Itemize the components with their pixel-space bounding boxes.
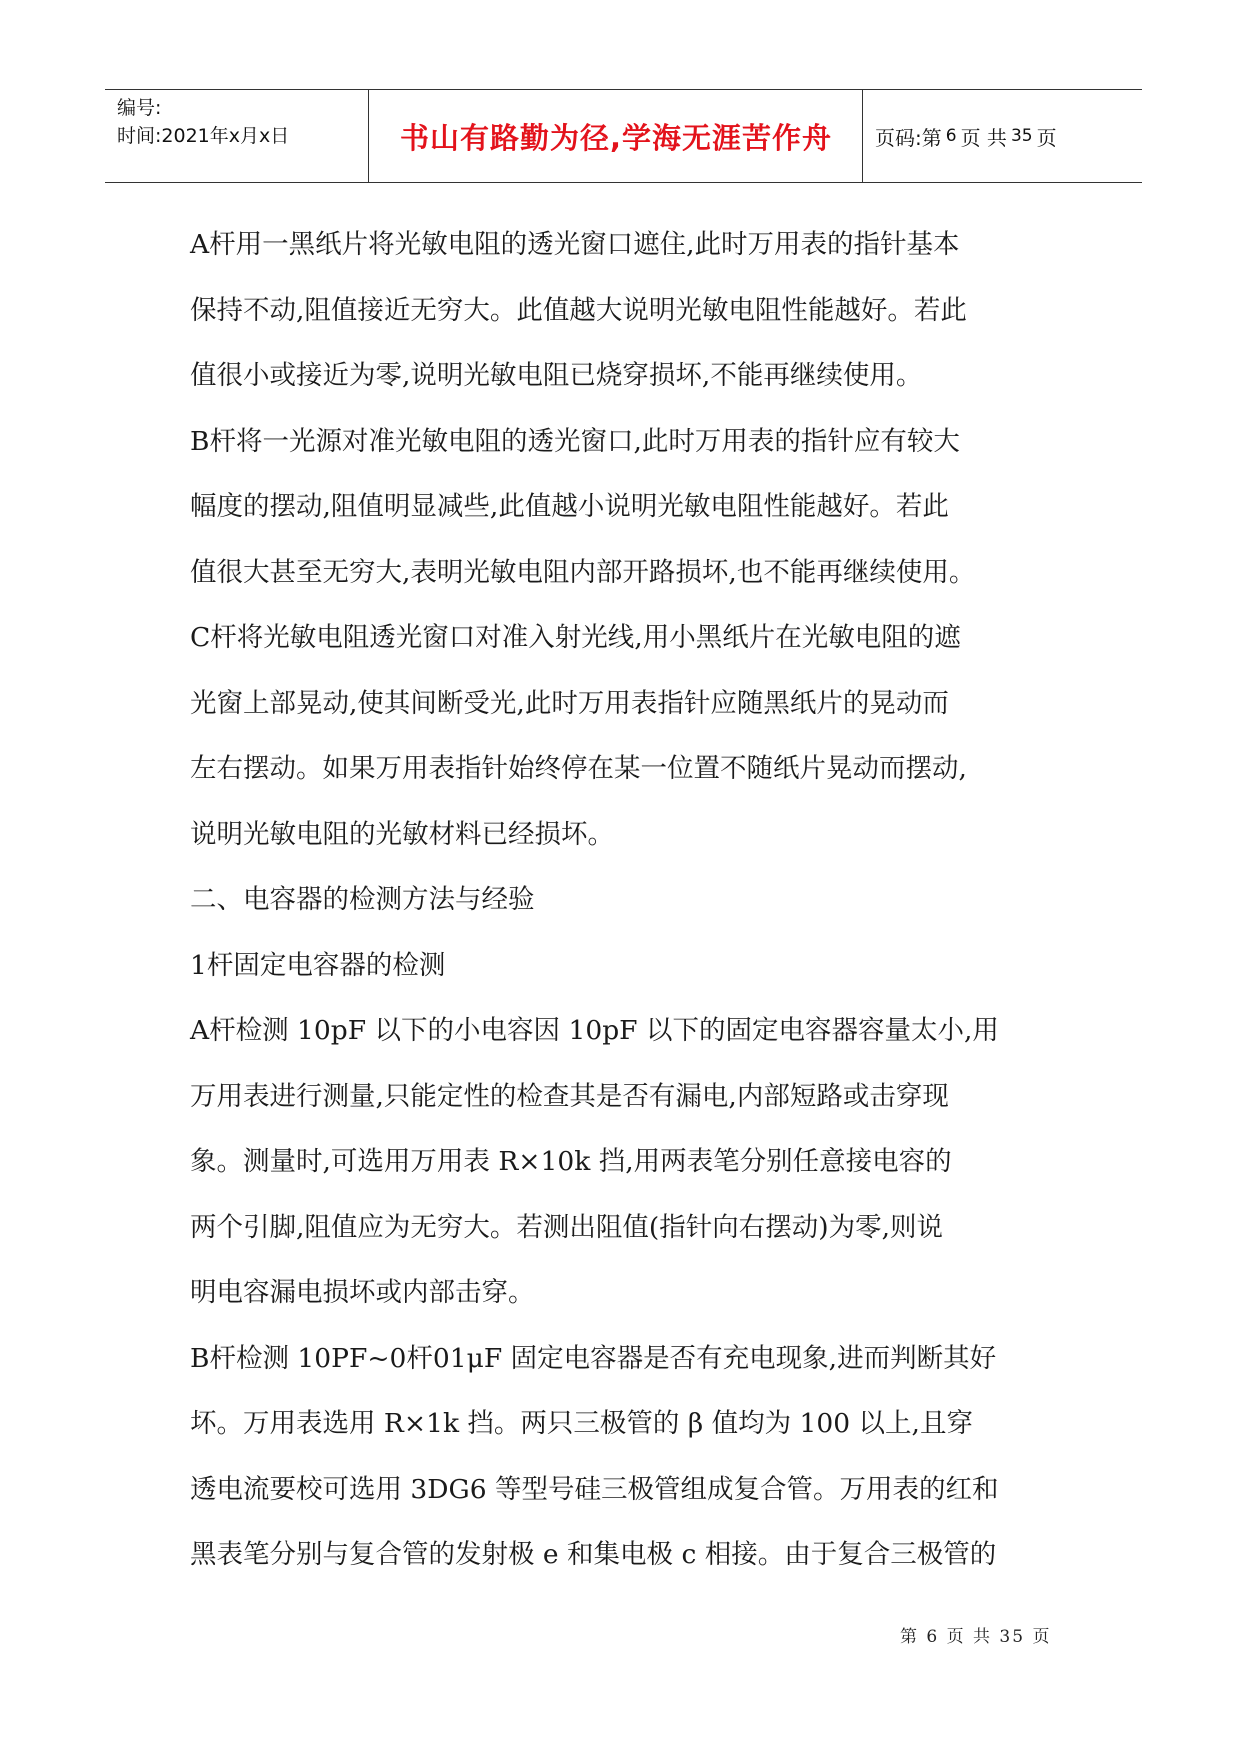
page-total: 35 — [1010, 126, 1033, 146]
text-line: 两个引脚,阻值应为无穷大。若测出阻值(指针向右摆动)为零,则说 — [190, 1211, 944, 1243]
text-line: 说明光敏电阻的光敏材料已经损坏。 — [190, 818, 614, 850]
text-line: A杆检测 10pF 以下的小电容因 10pF 以下的固定电容器容量太小,用 — [190, 1015, 999, 1046]
document-time-label: 时间:2021年x月x日 — [117, 125, 290, 147]
page-prefix: 页码:第 — [875, 125, 942, 150]
text-line: 明电容漏电损坏或内部击穿。 — [190, 1277, 535, 1308]
text-line: B杆检测 10PF~0杆01μF 固定电容器是否有充电现象,进而判断其好 — [190, 1342, 997, 1374]
header-page-indicator — [875, 90, 1057, 182]
page-mid: 页 共 — [960, 125, 1007, 150]
text-line: 透电流要校可选用 3DG6 等型号硅三极管组成复合管。万用表的红和 — [190, 1473, 999, 1505]
text-line: A杆用一黑纸片将光敏电阻的透光窗口遮住,此时万用表的指针基本 — [190, 229, 960, 260]
page-current: 6 — [945, 126, 957, 146]
text-line: 象。测量时,可选用万用表 R×10k 挡,用两表笔分别任意接电容的 — [190, 1146, 952, 1177]
header-motto: 书山有路勤为径,学海无涯苦作舟 — [399, 120, 833, 155]
subsection-heading: 1杆固定电容器的检测 — [190, 949, 446, 981]
text-line: 保持不动,阻值接近无穷大。此值越大说明光敏电阻性能越好。若此 — [190, 294, 967, 326]
text-line: 值很大甚至无穷大,表明光敏电阻内部开路损坏,也不能再继续使用。 — [190, 556, 976, 588]
header-divider — [862, 90, 863, 182]
page-header — [105, 89, 1142, 183]
section-heading: 二、电容器的检测方法与经验 — [190, 884, 535, 915]
text-line: 左右摆动。如果万用表指针始终停在某一位置不随纸片晃动而摆动, — [190, 753, 967, 784]
document-number-label: 编号: — [117, 97, 162, 119]
text-line: 黑表笔分别与复合管的发射极 e 和集电极 c 相接。由于复合三极管的 — [190, 1539, 997, 1570]
text-line: 万用表进行测量,只能定性的检查其是否有漏电,内部短路或击穿现 — [190, 1080, 949, 1112]
text-line: 坏。万用表选用 R×1k 挡。两只三极管的 β 值均为 100 以上,且穿 — [190, 1408, 973, 1439]
text-line: 值很小或接近为零,说明光敏电阻已烧穿损坏,不能再继续使用。 — [190, 360, 923, 391]
text-line: B杆将一光源对准光敏电阻的透光窗口,此时万用表的指针应有较大 — [190, 425, 960, 457]
page-suffix: 页 — [1036, 125, 1057, 150]
page-footer: 第 6 页 共 35 页 — [900, 1627, 1052, 1647]
header-divider — [368, 90, 369, 182]
text-line: 光窗上部晃动,使其间断受光,此时万用表指针应随黑纸片的晃动而 — [190, 687, 949, 719]
text-line: C杆将光敏电阻透光窗口对准入射光线,用小黑纸片在光敏电阻的遮 — [190, 622, 961, 653]
text-line: 幅度的摆动,阻值明显减些,此值越小说明光敏电阻性能越好。若此 — [190, 491, 949, 522]
document-body — [190, 212, 1070, 1588]
